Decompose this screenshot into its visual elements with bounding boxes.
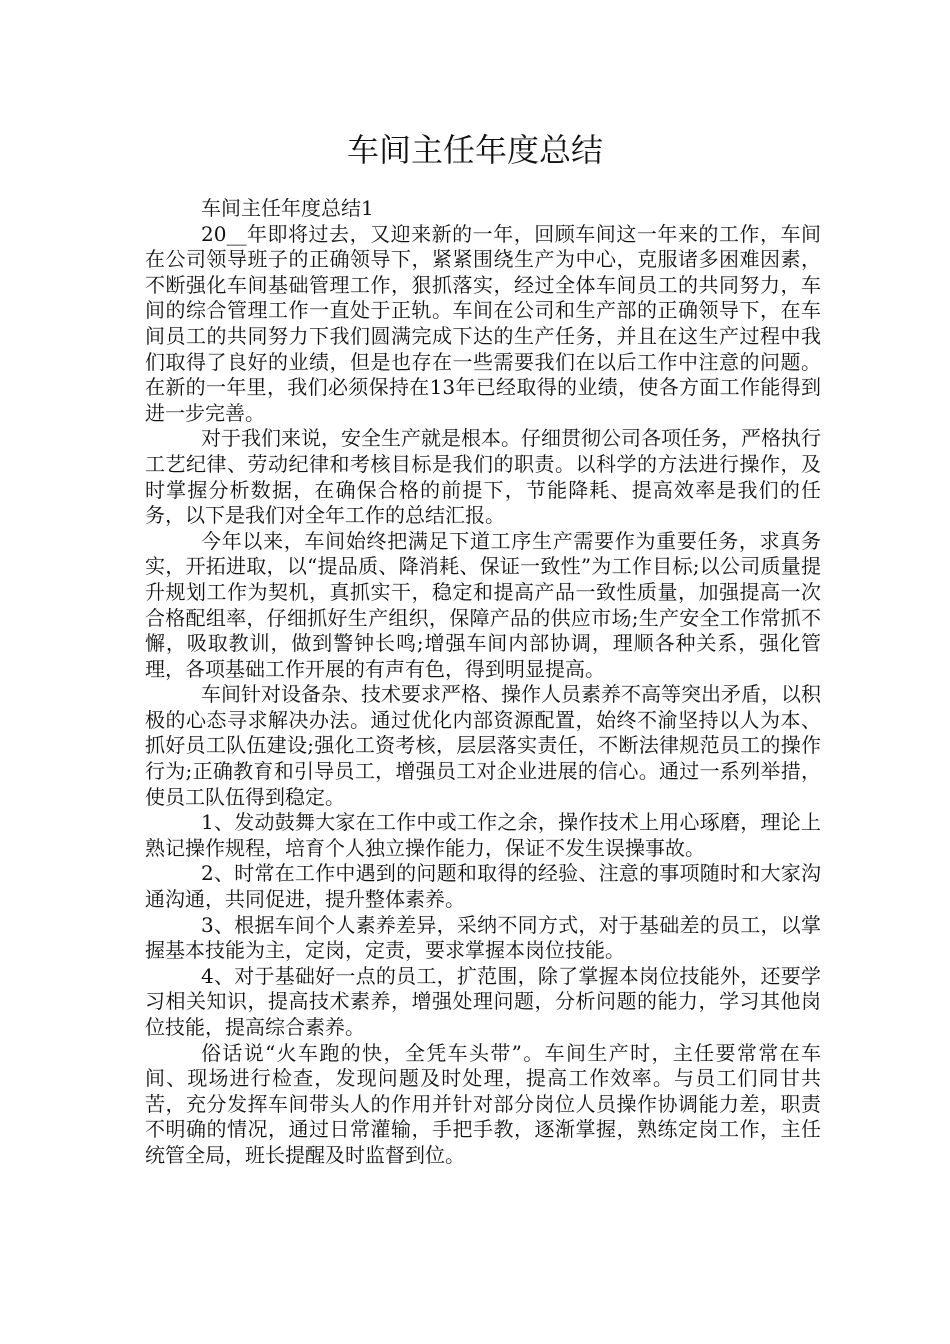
list-item-paragraph: 4、对于基础好一点的员工，扩范围，除了掌握本岗位技能外，还要学习相关知识，提高技术素养，增强处理问题，分析问题的能力，学习其他岗位技能，提高综合素养。	[145, 963, 821, 1039]
body-paragraph: 20__年即将过去，又迎来新的一年，回顾车间这一年来的工作，车间在公司领导班子的正确领导下，紧紧围绕生产为中心，克服诸多困难因素，不断强化车间基础管理工作，狠抓落实，经过全体车间员工的共同努力，车间的综合管理工作一直处于正轨。车间在公司和生产部的正确领导下，在车间员工的共同努力下我们圆满完成下达的生产任务，并且在这生产过程中我们取得了良好的业绩，但是也存在一些需要我们在以后工作中注意的问题。在新的一年里，我们必须保持在13年已经取得的业绩，使各方面工作能得到进一步完善。	[145, 221, 821, 425]
subtitle-paragraph: 车间主任年度总结1	[201, 196, 374, 220]
body-paragraph: 今年以来，车间始终把满足下道工序生产需要作为重要任务，求真务实，开拓进取，以“提品质、降消耗、保证一致性”为工作目标;以公司质量提升规划工作为契机，真抓实干，稳定和提高产品一致性质量，加强提高一次合格配组率，仔细抓好生产组织，保障产品的供应市场;生产安全工作常抓不懈，吸取教训，做到警钟长鸣;增强车间内部协调，理顺各种关系，强化管理，各项基础工作开展的有声有色，得到明显提高。	[145, 528, 821, 681]
list-item-paragraph: 3、根据车间个人素养差异，采纳不同方式，对于基础差的员工，以掌握基本技能为主，定岗，定责，要求掌握本岗位技能。	[145, 912, 821, 963]
document-body	[145, 196, 821, 1169]
body-paragraph: 俗话说“火车跑的快，全凭车头带”。车间生产时，主任要常常在车间、现场进行检查，发现问题及时处理，提高工作效率。与员工们同甘共苦，充分发挥车间带头人的作用并针对部分岗位人员操作协调能力差，职责不明确的情况，通过日常灌输，手把手教，逐渐掌握，熟练定岗工作，主任统管全局，班长提醒及时监督到位。	[145, 1040, 821, 1167]
list-item-paragraph: 2、时常在工作中遇到的问题和取得的经验、注意的事项随时和大家沟通沟通，共同促进，提升整体素养。	[145, 861, 821, 912]
body-paragraph: 车间针对设备杂、技术要求严格、操作人员素养不高等突出矛盾，以积极的心态寻求解决办法。通过优化内部资源配置，始终不渝坚持以人为本、抓好员工队伍建设;强化工资考核，层层落实责任，不断法律规范员工的操作行为;正确教育和引导员工，增强员工对企业进展的信心。通过一系列举措，使员工队伍得到稳定。	[145, 682, 821, 809]
document-title: 车间主任年度总结	[346, 131, 603, 169]
list-item-paragraph: 1、发动鼓舞大家在工作中或工作之余，操作技术上用心琢磨，理论上熟记操作规程，培育个人独立操作能力，保证不发生误操事故。	[145, 810, 821, 860]
body-paragraph: 对于我们来说，安全生产就是根本。仔细贯彻公司各项任务，严格执行工艺纪律、劳动纪律和考核目标是我们的职责。以科学的方法进行操作，及时掌握分析数据，在确保合格的前提下，节能降耗、提高效率是我们的任务，以下是我们对全年工作的总结汇报。	[145, 426, 821, 528]
